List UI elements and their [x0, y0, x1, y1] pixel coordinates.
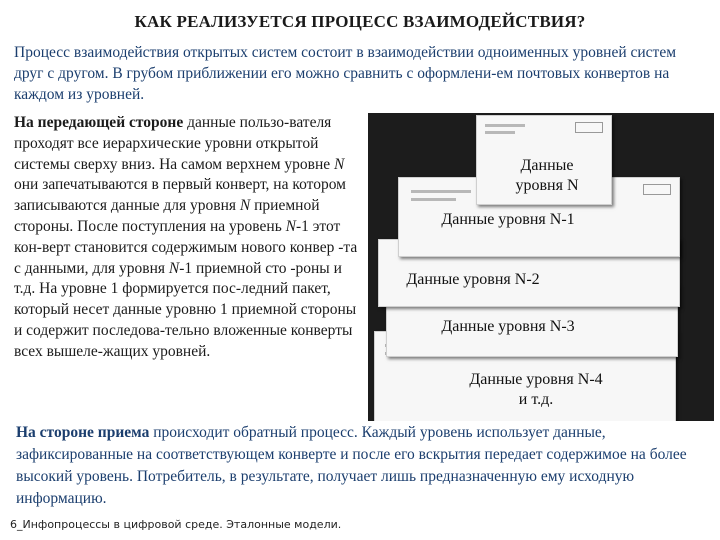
sender-paragraph	[14, 113, 364, 363]
sender-text-4: -1 этот кон-верт становится содержимым нового конвер -та с данными, для уровня	[14, 217, 358, 277]
receiver-text: происходит обратный процесс. Каждый уровень использует данные, зафиксированные на соответствующем конверте и после его вскрытия передает содержимое на более высокий уровень. Потребитель, в результате, получает лишь предназначенную ему исходную информацию.	[16, 424, 687, 507]
envelope-n-1-label: Данные уровня N-1	[441, 211, 575, 228]
sender-text-3: приемной стороны. После поступления на уровень	[14, 197, 320, 235]
sender-text-2: они запечатываются в первый конверт, на котором записываются данные для уровня	[14, 176, 346, 215]
sender-n-1: N	[334, 155, 345, 173]
envelope-stamp	[643, 184, 671, 195]
envelope-n-3-label: Данные уровня N-3	[441, 318, 575, 335]
envelope-n-4-label-line1: Данные уровня N-4	[469, 371, 603, 388]
sender-text-5: -1 приемной сто -роны и т.д. На уровне 1 формируется пос-ледний пакет, который несет данные уровню 1 приемной стороны и содержит последова-тельно вложенные конверты всех вышеле-жащих уровней.	[14, 259, 357, 360]
envelope-n-label-line2: уровня N	[515, 177, 579, 194]
slide-title: КАК РЕАЛИЗУЕТСЯ ПРОЦЕСС ВЗАИМОДЕЙСТВИЯ?	[134, 12, 586, 31]
sender-n-2: N	[239, 197, 251, 215]
receiver-lead: На стороне приема	[16, 424, 150, 441]
envelope-n-2-label: Данные уровня N-2	[406, 271, 540, 288]
sender-n-4: N	[168, 259, 180, 277]
address-line	[411, 198, 456, 201]
slide-footer: 6_Инфопроцессы в цифровой среде. Эталонные модели.	[10, 518, 342, 531]
envelope-n-label-line1: Данные	[520, 157, 574, 174]
address-line	[485, 124, 525, 127]
address-line	[485, 131, 515, 134]
sender-text-1: данные пользо-вателя проходят все иерархические уровни открытой системы сверху вниз. На самом верхнем уровне	[14, 114, 335, 173]
nested-envelopes-illustration	[368, 113, 714, 421]
intro-paragraph: Процесс взаимодействия открытых систем состоит в взаимодействии одноименных уровней систем друг с другом. В грубом приближении его можно сравнить с оформлени-ем почтовых конвертов на каждом из уровней.	[14, 44, 677, 103]
sender-n-3: N	[285, 217, 296, 235]
envelope-n-4-label-line2: и т.д.	[518, 391, 554, 408]
address-line	[411, 190, 471, 193]
sender-lead: На передающей стороне	[14, 114, 184, 131]
receiver-paragraph	[16, 422, 706, 510]
envelope-stamp	[575, 122, 603, 133]
